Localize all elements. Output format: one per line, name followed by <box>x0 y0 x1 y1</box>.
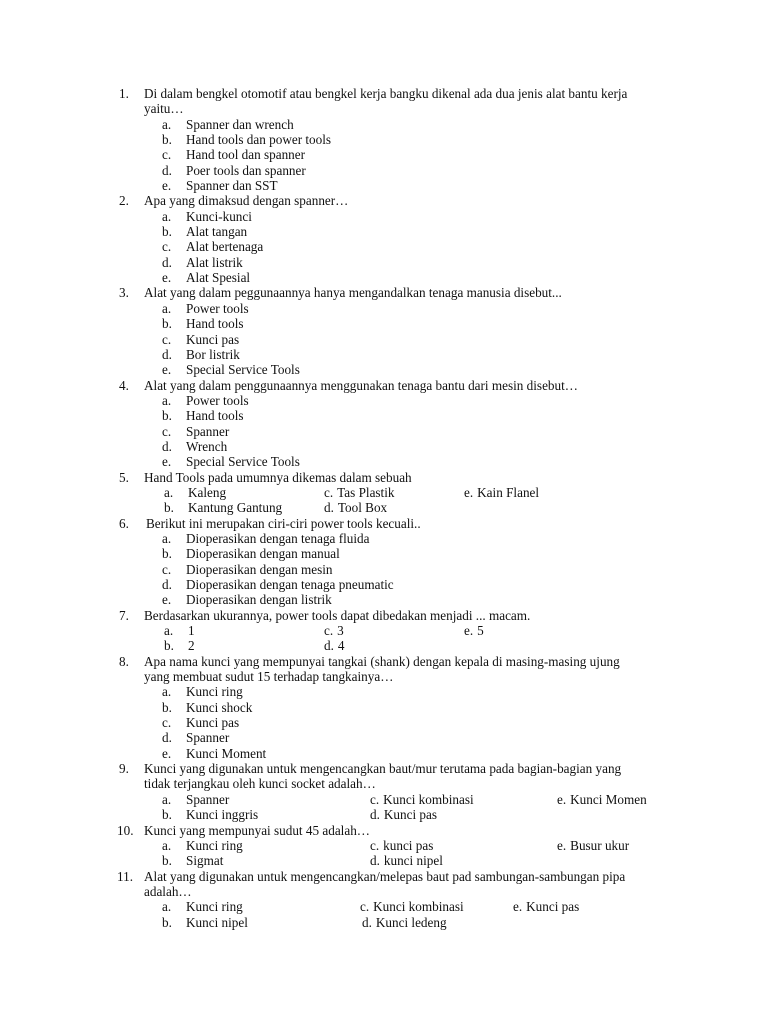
option-text: Kunci pas <box>383 807 437 823</box>
question-line <box>0 86 768 101</box>
option-d <box>0 255 768 270</box>
option-text: 4 <box>337 638 345 654</box>
option-label: c. <box>162 715 172 731</box>
option-row <box>0 807 768 822</box>
option-row <box>0 792 768 807</box>
option-text: 2 <box>188 638 195 654</box>
question-6 <box>0 516 768 608</box>
question-2 <box>0 193 768 285</box>
option-b <box>0 546 768 561</box>
option-label: d. <box>162 577 172 592</box>
option-text: Spanner <box>186 423 230 439</box>
question-line <box>0 470 768 485</box>
option-label: c. <box>162 147 172 163</box>
option-label: c. <box>162 239 172 255</box>
option-text: kunci nipel <box>383 853 443 869</box>
option-text: Dioperasikan dengan mesin <box>186 561 333 577</box>
question-text: Alat yang dalam penggunaannya menggunakan tenaga bantu dari mesin disebut… <box>144 377 578 393</box>
option-d <box>370 853 443 868</box>
option-e <box>0 178 768 193</box>
question-11 <box>0 869 768 930</box>
option-d <box>0 163 768 178</box>
option-b <box>162 915 248 930</box>
option-e <box>557 838 629 853</box>
option-text: Kunci Momen <box>570 791 647 807</box>
option-label: c. <box>162 423 172 439</box>
option-text: Kunci ring <box>186 684 243 700</box>
option-d <box>0 439 768 454</box>
option-label: a. <box>164 623 174 639</box>
option-label: e. <box>464 484 474 500</box>
option-text: Dioperasikan dengan manual <box>186 546 340 562</box>
question-text: Berdasarkan ukurannya, power tools dapat dibedakan menjadi ... macam. <box>144 607 531 623</box>
option-label: a. <box>162 300 172 316</box>
option-label: d. <box>162 346 172 362</box>
option-text: 3 <box>337 623 344 639</box>
option-text: Alat bertenaga <box>186 239 264 255</box>
question-number: 8. <box>119 653 129 669</box>
option-a <box>162 792 229 807</box>
option-text: Wrench <box>186 438 228 454</box>
option-label: a. <box>162 392 172 408</box>
option-text: Special Service Tools <box>186 362 300 378</box>
option-label: b. <box>162 316 172 332</box>
option-text: Kantung Gantung <box>188 500 283 516</box>
option-text: Alat Spesial <box>186 270 251 286</box>
question-text: yang membuat sudut 15 terhadap tangkainya… <box>144 669 394 685</box>
option-a <box>0 531 768 546</box>
question-line <box>0 378 768 393</box>
option-text: Spanner <box>186 730 230 746</box>
option-label: d. <box>162 162 172 178</box>
option-label: e. <box>513 899 523 915</box>
option-text: Kunci Moment <box>186 745 267 761</box>
option-text: Dioperasikan dengan tenaga pneumatic <box>186 577 394 592</box>
option-a <box>0 301 768 316</box>
option-e <box>464 485 539 500</box>
option-label: c. <box>162 561 172 577</box>
option-row <box>0 623 768 638</box>
option-text: Tas Plastik <box>337 484 395 500</box>
question-text: Berikut ini merupakan ciri-ciri power tools kecuali.. <box>146 515 421 531</box>
option-text: Hand tool dan spanner <box>186 147 306 163</box>
option-text: Spanner <box>186 791 230 807</box>
option-c <box>0 332 768 347</box>
question-number: 3. <box>119 285 129 301</box>
option-label: c. <box>162 331 172 347</box>
option-a <box>162 838 243 853</box>
question-text: Hand Tools pada umumnya dikemas dalam sebuah <box>144 469 412 485</box>
option-text: Kunci pas <box>186 715 240 731</box>
option-a <box>0 393 768 408</box>
option-row <box>0 500 768 515</box>
option-text: Kunci inggris <box>186 807 259 823</box>
option-d <box>0 347 768 362</box>
option-b <box>162 807 258 822</box>
question-8 <box>0 654 768 761</box>
option-text: Kunci shock <box>186 699 253 715</box>
option-b <box>0 132 768 147</box>
option-label: a. <box>162 684 172 700</box>
question-7 <box>0 608 768 654</box>
option-d <box>324 500 387 515</box>
option-text: Sigmat <box>186 853 224 869</box>
option-label: d. <box>324 638 334 654</box>
option-c <box>360 899 464 914</box>
question-text: Kunci yang mempunyai sudut 45 adalah… <box>144 822 370 838</box>
option-text: Kunci pas <box>186 331 240 347</box>
option-d <box>0 730 768 745</box>
question-5 <box>0 470 768 516</box>
option-label: d. <box>162 438 172 454</box>
option-text: Kunci nipel <box>186 914 248 930</box>
option-e <box>513 899 579 914</box>
question-number: 1. <box>119 86 129 101</box>
question-text: yaitu… <box>144 101 184 117</box>
option-e <box>0 270 768 285</box>
option-text: Alat tangan <box>186 224 248 240</box>
option-label: a. <box>162 530 172 546</box>
question-text: tidak terjangkau oleh kunci socket adalah… <box>144 776 376 792</box>
question-text: Apa yang dimaksud dengan spanner… <box>144 193 349 209</box>
option-label: a. <box>162 116 172 132</box>
option-c <box>0 424 768 439</box>
option-label: b. <box>162 699 172 715</box>
option-label: a. <box>164 484 174 500</box>
option-label: a. <box>162 791 172 807</box>
option-d <box>370 807 437 822</box>
option-label: c. <box>360 899 370 915</box>
question-line <box>0 669 768 684</box>
option-label: b. <box>162 807 172 823</box>
option-label: b. <box>164 500 174 516</box>
option-label: a. <box>162 899 172 915</box>
option-label: b. <box>162 914 172 930</box>
option-text: 5 <box>477 623 484 639</box>
option-text: kunci pas <box>383 837 434 853</box>
option-text: Kunci kombinasi <box>383 791 474 807</box>
question-number: 7. <box>119 607 129 623</box>
option-c <box>324 623 344 638</box>
question-text: Kunci yang digunakan untuk mengencangkan baut/mur terutama pada bagian-bagian yang <box>144 761 622 777</box>
option-label: e. <box>162 270 172 286</box>
option-text: Kunci ring <box>186 837 243 853</box>
question-4 <box>0 378 768 470</box>
option-text: Kain Flanel <box>477 484 540 500</box>
option-label: e. <box>557 791 567 807</box>
question-text: adalah… <box>144 883 192 899</box>
option-text: 1 <box>188 623 195 639</box>
option-label: d. <box>362 914 372 930</box>
option-a <box>0 117 768 132</box>
option-label: d. <box>370 853 380 869</box>
question-number: 10. <box>117 822 134 838</box>
option-text: Hand tools <box>186 316 244 332</box>
option-row <box>0 838 768 853</box>
option-text: Busur ukur <box>570 837 630 853</box>
question-text: Di dalam bengkel otomotif atau bengkel kerja bangku dikenal ada dua jenis alat bantu kerja <box>144 86 628 101</box>
option-text: Dioperasikan dengan tenaga fluida <box>186 530 370 546</box>
question-10 <box>0 823 768 869</box>
option-label: b. <box>162 408 172 424</box>
option-e <box>0 592 768 607</box>
option-text: Tool Box <box>337 500 388 516</box>
option-c <box>0 147 768 162</box>
option-label: e. <box>557 837 567 853</box>
option-label: c. <box>370 837 380 853</box>
option-text: Spanner dan SST <box>186 178 278 194</box>
option-text: Poer tools dan spanner <box>186 162 306 178</box>
option-e <box>0 746 768 761</box>
option-e <box>464 623 484 638</box>
option-text: Hand tools dan power tools <box>186 132 332 148</box>
option-c <box>370 838 433 853</box>
option-text: Kunci ledeng <box>375 914 447 930</box>
option-label: b. <box>162 132 172 148</box>
option-d <box>0 577 768 592</box>
question-line <box>0 654 768 669</box>
question-line <box>0 776 768 791</box>
option-text: Kunci pas <box>526 899 580 915</box>
option-a <box>0 209 768 224</box>
option-e <box>557 792 647 807</box>
option-label: b. <box>162 546 172 562</box>
question-list <box>0 86 768 930</box>
option-label: b. <box>162 224 172 240</box>
option-label: b. <box>162 853 172 869</box>
option-row <box>0 638 768 653</box>
question-text: Alat yang digunakan untuk mengencangkan/melepas baut pad sambungan-sambungan pipa <box>144 868 626 884</box>
option-a <box>164 623 195 638</box>
question-line <box>0 516 768 531</box>
question-text: Apa nama kunci yang mempunyai tangkai (shank) dengan kepala di masing-masing ujung <box>144 653 620 669</box>
option-text: Hand tools <box>186 408 244 424</box>
option-e <box>0 454 768 469</box>
option-label: d. <box>162 730 172 746</box>
question-number: 5. <box>119 469 129 485</box>
option-b <box>164 638 195 653</box>
option-label: c. <box>324 484 334 500</box>
option-c <box>0 239 768 254</box>
question-line <box>0 608 768 623</box>
option-text: Power tools <box>186 392 249 408</box>
option-b <box>162 853 223 868</box>
question-number: 9. <box>119 761 129 777</box>
option-label: e. <box>162 178 172 194</box>
question-3 <box>0 285 768 377</box>
option-c <box>0 715 768 730</box>
question-line <box>0 884 768 899</box>
option-b <box>0 224 768 239</box>
option-label: c. <box>370 791 380 807</box>
option-label: e. <box>162 745 172 761</box>
question-line <box>0 761 768 776</box>
question-number: 6. <box>119 515 129 531</box>
question-text: Alat yang dalam peggunaannya hanya mengandalkan tenaga manusia disebut... <box>144 285 562 301</box>
option-label: e. <box>162 592 172 608</box>
question-9 <box>0 761 768 822</box>
question-line <box>0 869 768 884</box>
question-line <box>0 285 768 300</box>
option-label: c. <box>324 623 334 639</box>
option-text: Kunci ring <box>186 899 243 915</box>
option-c <box>324 485 394 500</box>
option-text: Special Service Tools <box>186 454 300 470</box>
option-c <box>370 792 474 807</box>
option-a <box>0 684 768 699</box>
option-a <box>162 899 243 914</box>
option-text: Dioperasikan dengan listrik <box>186 592 332 608</box>
option-b <box>0 316 768 331</box>
option-text: Kaleng <box>188 484 227 500</box>
option-row <box>0 485 768 500</box>
option-label: a. <box>162 208 172 224</box>
option-row <box>0 915 768 930</box>
option-label: d. <box>162 254 172 270</box>
option-label: e. <box>464 623 474 639</box>
question-1 <box>0 86 768 193</box>
option-d <box>362 915 447 930</box>
option-label: d. <box>370 807 380 823</box>
question-line <box>0 193 768 208</box>
option-row <box>0 853 768 868</box>
option-b <box>164 500 282 515</box>
option-text: Bor listrik <box>186 346 240 362</box>
option-text: Power tools <box>186 300 249 316</box>
option-c <box>0 562 768 577</box>
option-a <box>164 485 226 500</box>
option-label: e. <box>162 362 172 378</box>
option-d <box>324 638 344 653</box>
question-number: 2. <box>119 193 129 209</box>
question-number: 4. <box>119 377 129 393</box>
option-text: Spanner dan wrench <box>186 116 294 132</box>
question-number: 11. <box>117 868 133 884</box>
question-line <box>0 823 768 838</box>
option-b <box>0 700 768 715</box>
option-b <box>0 408 768 423</box>
option-e <box>0 362 768 377</box>
option-row <box>0 899 768 914</box>
option-label: a. <box>162 837 172 853</box>
option-label: d. <box>324 500 334 516</box>
option-label: b. <box>164 638 174 654</box>
option-text: Kunci-kunci <box>186 208 252 224</box>
option-text: Alat listrik <box>186 254 243 270</box>
question-line <box>0 101 768 116</box>
option-label: e. <box>162 454 172 470</box>
option-text: Kunci kombinasi <box>373 899 464 915</box>
